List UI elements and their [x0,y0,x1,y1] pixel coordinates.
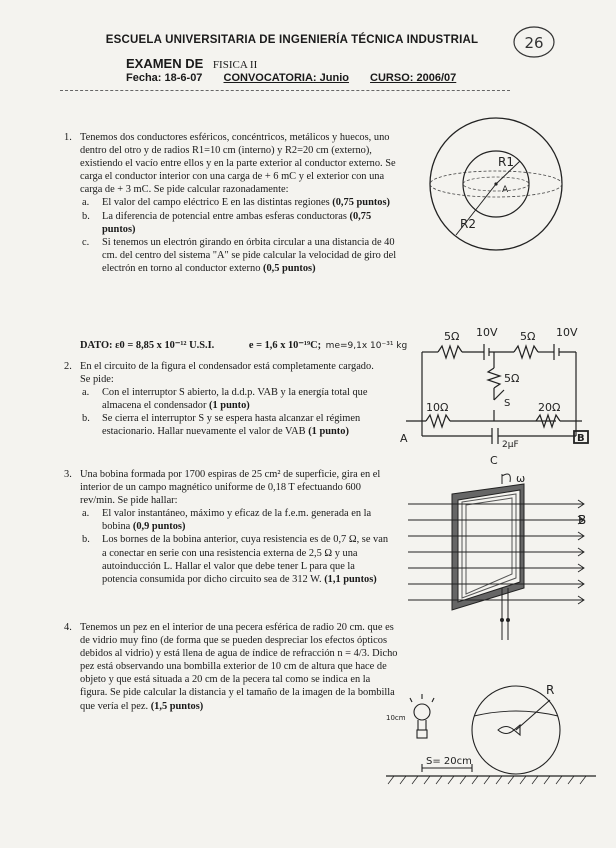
question-points: (1,5 puntos) [150,700,204,712]
part-letter: a. [82,508,90,520]
center-label: A [502,185,509,195]
exam-date: Fecha: 18-6-07 [126,72,203,84]
distance-label: S= 20cm [426,756,472,767]
part-points: (0,9 puntos) [132,521,186,533]
question-number: 1. [64,132,72,143]
question-intro: Tenemos dos conductores esféricos, concéntricos, metálicos y huecos, uno dentro del otro y de radios R1=10 cm (interno) y R2=20 cm (externo), existiendo el vacío entre ellos y en la parte exterior al conductor externo. Se carga el conductor interior con una carga de + 6 mC y el exterior con una carga de + 3 mC. Se pide calcular razonadamente: [80,132,396,196]
switch-label: S [504,398,511,409]
question-number: 4. [64,622,72,633]
resistor-label: 5Ω [444,330,460,343]
header-divider [60,90,510,91]
part-text: La diferencia de potencial entre ambas esferas conductoras [102,210,347,222]
data-mass: me=9,1x 10⁻³¹ kg [325,341,408,351]
coil-figure [404,470,600,650]
part-letter: b. [82,534,90,546]
question-intro: Una bobina formada por 1700 espiras de 25 cm² de superficie, gira en el interior de un campo magnético uniforme de 0,18 T efectuando 600 rev/min. Se pide hallar: [80,469,381,507]
question-intro: Tenemos un pez en el interior de una pecera esférica de radio 20 cm. que es de vidrio muy fino (de forma que se pueden despreciar los efectos ópticos debidos al vidrio) y está llena de agua de índice de refracción n = 4/3. Dicho pez está observando una bombilla exterior de 10 cm de altura que hace de objeto y que está situada a 20 cm de la pecera tal como se indica en la figura. Se pide calcular la distancia y el tamaño de la imagen de la bombilla que vería el pez. [80,622,398,712]
part-letter: a. [82,387,90,399]
question-part [80,412,380,438]
part-text: El valor del campo eléctrico E en las distintas regiones [102,197,330,209]
question-4 [64,621,398,713]
school-name: ESCUELA UNIVERSITARIA DE INGENIERÍA TÉCNICA INDUSTRIAL [105,34,479,46]
bulb-height-label: 10cm [386,714,406,722]
part-text: Si tenemos un electrón girando en órbita circular a una distancia de 40 cm. del centro del sistema "A" se pide calcular la velocidad de giro del electrón en torno al conductor externo [102,236,397,274]
center-point [494,182,497,185]
r1-label: R1 [498,155,514,169]
resistor-label: 5Ω [520,330,536,343]
part-points: (0,75 puntos) [332,197,391,209]
part-letter: c. [82,236,90,248]
battery-label: 10V [476,326,498,339]
exam-title [126,56,257,71]
part-letter: b. [82,210,90,222]
capacitor-node-label: C [490,454,498,467]
resistor-label: 10Ω [426,401,449,414]
part-text: Los bornes de la bobina anterior, cuya resistencia es de 0,7 Ω, se van a conectar en serie con una resistencia externa de 2,5 Ω y una autoinducción L. Hallar el valor que debe tener L para que la potencia consumida por dicho circuito sea de 312 W. [102,534,389,585]
radius-label: R [546,683,555,697]
question-intro: En el circuito de la figura el condensador está completamente cargado. Se pide: [80,361,374,386]
question-part [80,210,398,236]
part-points: (0,75 puntos) [102,210,372,235]
question-part [80,236,398,275]
question-2 [64,360,380,439]
part-text: Con el interruptor S abierto, la d.d.p. VAB y la energía total que almacena el condensador [102,387,368,412]
node-a-label: A [400,432,408,445]
data-epsilon: DATO: ε0 = 8,85 x 10⁻¹² U.S.I. [80,340,215,351]
circuit-figure [396,318,596,470]
exam-convocatoria: CONVOCATORIA: Junio [223,72,349,84]
question-part [80,386,380,412]
r2-label: R2 [460,217,476,231]
bowl-radius [516,700,550,730]
part-text: El valor instantáneo, máximo y eficaz de la f.e.m. generada en la bobina [102,508,372,533]
part-points: (1 punto) [209,400,250,412]
exam-course: CURSO: 2006/07 [370,72,457,84]
node-b-label: B [577,433,585,444]
part-points: (1 punto) [308,426,349,438]
exam-meta [126,72,474,84]
battery-label: 10V [556,326,578,339]
question-1 [64,131,398,275]
question-part [80,533,392,585]
water-surface [474,711,558,716]
part-letter: a. [82,197,90,209]
data-charge: e = 1,6 x 10⁻¹⁹C; [248,340,322,351]
fishbowl-figure [386,672,602,792]
spheres-figure [416,108,576,258]
exam-label: EXAMEN DE [126,56,204,71]
data-line [80,339,440,353]
field-label: B [578,513,587,527]
question-number: 3. [64,469,72,480]
omega-label: ω [516,472,526,485]
question-part [80,196,398,209]
part-points: (0,5 puntos) [263,262,316,274]
exam-subject: FISICA II [212,59,258,71]
part-points: (1,1 puntos) [324,573,377,585]
resistor-label: 5Ω [504,372,520,385]
question-number: 2. [64,361,72,372]
part-letter: b. [82,413,90,425]
question-3 [64,468,392,586]
rotation-arrow [502,474,510,482]
stamp-number: 26 [524,34,544,52]
page-stamp [508,24,560,64]
question-part [80,507,392,533]
resistor-label: 20Ω [538,401,561,414]
capacitor-label: 2μF [502,440,519,450]
part-text: Se cierra el interruptor S y se espera hasta alcanzar el régimen estacionario. Hallar nuevamente el valor de VAB [102,413,361,438]
